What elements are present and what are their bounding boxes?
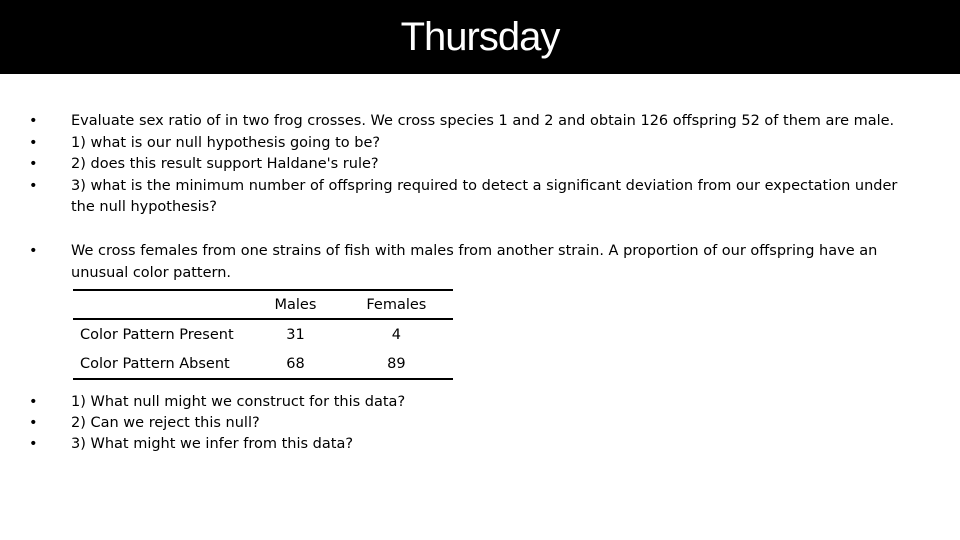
list-item-text: Evaluate sex ratio of in two frog crosses. We cross species 1 and 2 and obtain 126 offspring 52 of them are male. (71, 113, 895, 129)
list-item-text: 3) what is the minimum number of offspring required to detect a significant deviation from our expectation under the null hypothesis? (71, 177, 898, 215)
bullet: • (29, 394, 38, 410)
bullet: • (29, 156, 38, 172)
list-item (0, 392, 901, 413)
list-item-text: 2) does this result support Haldane's rule? (71, 156, 379, 172)
table-cell: 31 (286, 326, 305, 343)
table-corner-cell (73, 290, 251, 319)
list-item (0, 133, 901, 155)
table-question-list (0, 392, 901, 455)
list-item (0, 176, 901, 219)
list-item (0, 434, 901, 455)
list-item-text: 1) what is our null hypothesis going to be? (71, 134, 381, 151)
table-cell: 4 (391, 326, 401, 343)
bullet: • (29, 177, 38, 194)
table-cell: 89 (387, 355, 406, 372)
list-item-text: We cross females from one strains of fish with males from another strain. A proportion of our offspring have an unusual color pattern. (71, 243, 878, 281)
list-item-text: 2) Can we reject this null? (71, 415, 260, 431)
list-item-text: 1) What null might we construct for this data? (71, 394, 406, 410)
slide-title: Thursday (400, 15, 560, 59)
row-label: Color Pattern Present (80, 326, 234, 343)
bullet: • (29, 243, 38, 259)
fish-cross-list (0, 241, 901, 284)
list-item (0, 241, 901, 284)
column-header-males: Males (274, 296, 317, 313)
bullet: • (29, 436, 38, 452)
bullet: • (29, 113, 38, 129)
row-label: Color Pattern Absent (80, 355, 230, 372)
table-cell: 68 (286, 355, 305, 372)
bullet: • (29, 134, 38, 151)
list-item-text: 3) What might we infer from this data? (71, 436, 354, 452)
list-item (0, 111, 901, 133)
frog-question-list (0, 111, 901, 219)
title-bar (0, 0, 960, 74)
offspring-table (73, 289, 453, 380)
table-row (73, 319, 453, 349)
bullet: • (29, 415, 38, 431)
table-row (73, 349, 453, 379)
list-item (0, 154, 901, 176)
list-item (0, 413, 901, 434)
column-header-females: Females (366, 296, 427, 313)
table-header-row (73, 290, 453, 319)
